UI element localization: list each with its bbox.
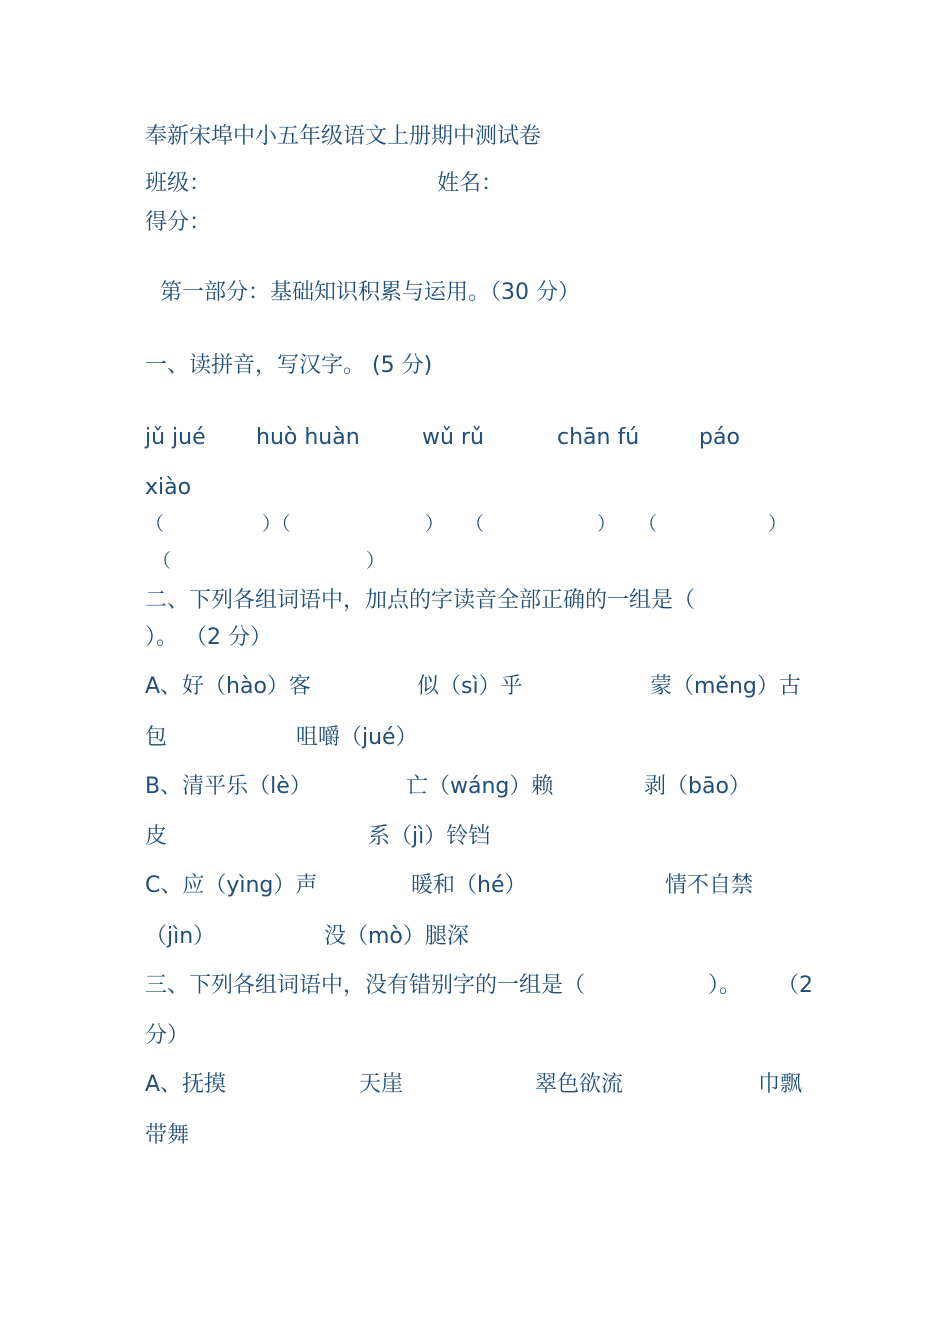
q3-option-a: A、抚摸 [145, 1072, 227, 1097]
q2-option-b: 皮 [145, 824, 168, 849]
pinyin-5: páo [699, 425, 740, 450]
q2-option-a: A、好（hào）客 [145, 674, 311, 699]
blank-paren: ） [597, 513, 617, 535]
q2-option-a: 蒙（měng）古 [650, 674, 801, 699]
pinyin-2: huò huàn [256, 425, 360, 450]
q3-title-score: （2 [777, 973, 813, 998]
score-label: 得分： [145, 210, 212, 235]
q2-option-a: 咀嚼（jué） [296, 725, 418, 750]
q2-title-line2: ）。 （2 分） [145, 625, 272, 650]
q2-option-c: 情不自禁 [665, 873, 754, 898]
blank-paren: （ [465, 513, 485, 535]
q3-option-a: 带舞 [145, 1123, 190, 1148]
q2-option-b: 亡（wáng）赖 [406, 774, 554, 799]
q1-title: 一、读拼音，写汉字。 (5 分) [145, 353, 433, 378]
q2-option-a: 似（sì）乎 [417, 674, 523, 699]
q2-option-c: 暖和（hé） [411, 873, 527, 898]
blank-paren: （ [145, 513, 165, 535]
part1-heading: 第一部分：基础知识积累与运用。（30 分） [160, 280, 580, 305]
q3-option-a: 巾飘 [758, 1072, 803, 1097]
q3-title-line2: 分） [145, 1023, 190, 1048]
q3-option-a: 翠色欲流 [535, 1072, 624, 1097]
q2-title-line1: 二、下列各组词语中，加点的字读音全部正确的一组是（ [145, 588, 696, 613]
q3-title-close: ）。 [708, 973, 742, 998]
pinyin-6: xiào [145, 475, 192, 500]
q2-option-c: 没（mò）腿深 [324, 924, 469, 949]
q2-option-b: B、清平乐（lè） [145, 774, 312, 799]
pinyin-4: chān fú [557, 425, 640, 450]
blank-paren: ）（ [262, 513, 291, 535]
blank-paren: （ [638, 513, 658, 535]
q2-option-b: 剥（bāo） [644, 774, 751, 799]
q3-option-a: 天崖 [359, 1072, 404, 1097]
blank-paren: （ [152, 550, 172, 572]
blank-paren: ） [768, 513, 788, 535]
blank-paren: ） [366, 550, 386, 572]
exam-title: 奉新宋埠中小五年级语文上册期中测试卷 [145, 124, 542, 149]
q2-option-c: （jìn） [145, 924, 216, 949]
q3-title-line1: 三、下列各组词语中，没有错别字的一组是（ [145, 973, 586, 998]
q2-option-c: C、应（yìng）声 [145, 873, 318, 898]
pinyin-3: wǔ rǔ [422, 425, 484, 450]
pinyin-1: jǔ jué [145, 425, 206, 450]
name-label: 姓名： [437, 171, 504, 196]
q2-option-b: 系（jì）铃铛 [368, 824, 491, 849]
class-label: 班级： [145, 171, 212, 196]
blank-paren: ） [425, 513, 445, 535]
q2-option-a: 包 [145, 725, 168, 750]
